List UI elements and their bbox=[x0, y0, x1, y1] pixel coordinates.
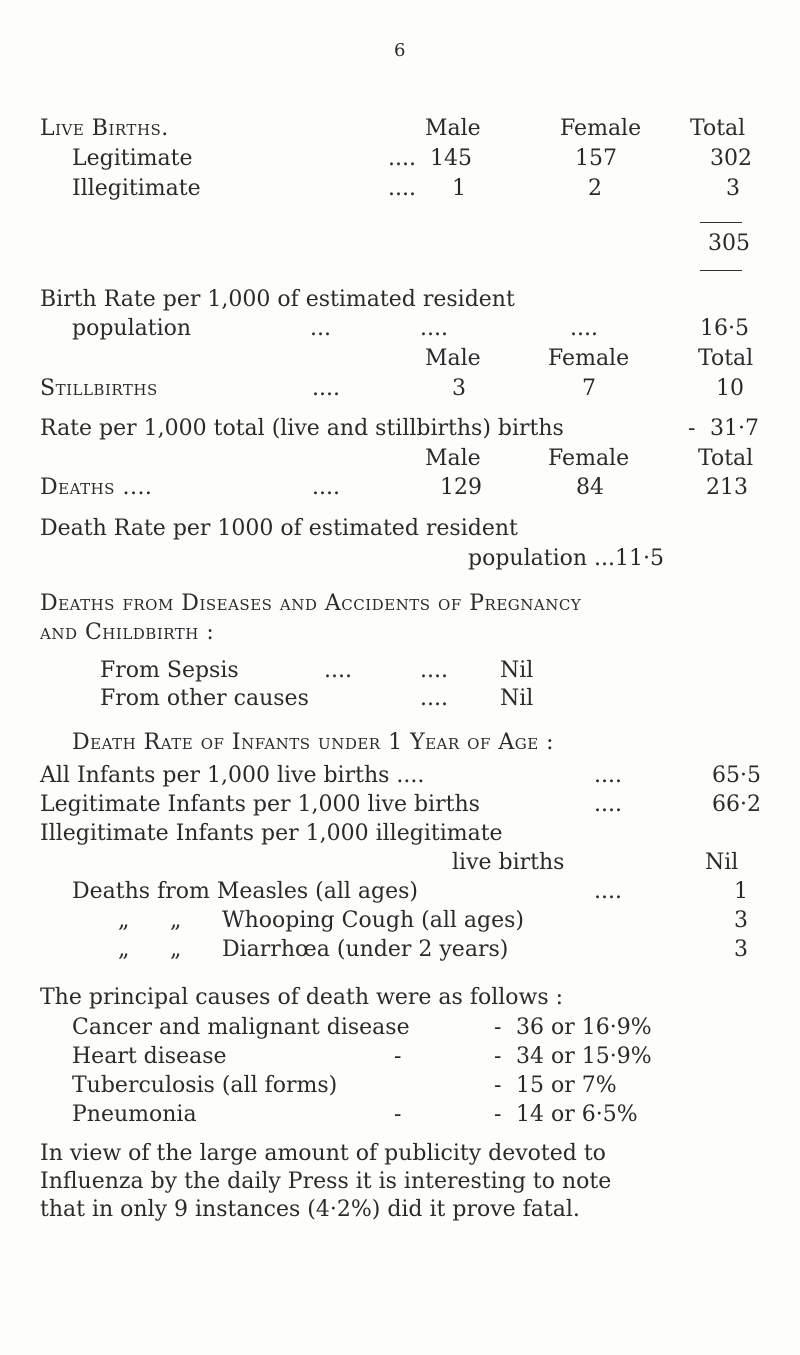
live-births-col-male: Male bbox=[425, 116, 481, 141]
pneumonia-dash: - bbox=[494, 1102, 502, 1127]
influenza-line3: that in only 9 instances (4·2%) did it prove fatal. bbox=[40, 1197, 580, 1222]
cancer-dash: - bbox=[494, 1015, 502, 1040]
live-births-heading: Live Births. bbox=[40, 116, 169, 141]
stillbirth-rate-dash: - bbox=[688, 416, 696, 441]
birth-rate-dots2: .... bbox=[420, 316, 448, 341]
deaths-male: 129 bbox=[440, 475, 482, 500]
other-causes-label: From other causes bbox=[100, 686, 309, 711]
live-births-grand-total: 305 bbox=[708, 231, 750, 256]
page-number: 6 bbox=[394, 40, 406, 61]
deaths-total: 213 bbox=[706, 475, 748, 500]
legit-infants-dots: .... bbox=[594, 792, 622, 817]
deaths-col-female: Female bbox=[548, 446, 630, 471]
deaths-dots: .... bbox=[312, 475, 340, 500]
birth-rate-dots1: ... bbox=[310, 316, 331, 341]
all-infants-dots: .... bbox=[594, 763, 622, 788]
infants-heading: Death Rate of Infants under 1 Year of Age : bbox=[72, 730, 555, 755]
birth-rate-value: 16·5 bbox=[700, 316, 749, 341]
all-infants-value: 65·5 bbox=[712, 763, 761, 788]
sepsis-value: Nil bbox=[500, 658, 534, 683]
stillbirths-dots: .... bbox=[312, 376, 340, 401]
influenza-line2: Influenza by the daily Press it is interesting to note bbox=[40, 1169, 612, 1194]
heart-dash1: - bbox=[394, 1044, 402, 1069]
legitimate-label: Legitimate bbox=[72, 146, 193, 171]
pregnancy-heading-line2: and Childbirth : bbox=[40, 620, 215, 645]
legitimate-dots: .... bbox=[388, 146, 416, 171]
stillbirths-col-male: Male bbox=[425, 346, 481, 371]
diarrhoea-value: 3 bbox=[734, 937, 748, 962]
stillbirths-col-female: Female bbox=[548, 346, 630, 371]
diarrhoea-ditto1: „ bbox=[118, 937, 130, 962]
sepsis-label: From Sepsis bbox=[100, 658, 239, 683]
birth-rate-dots3: .... bbox=[570, 316, 598, 341]
legitimate-male: 145 bbox=[430, 146, 472, 171]
sepsis-dots2: .... bbox=[420, 658, 448, 683]
live-births-col-female: Female bbox=[560, 116, 642, 141]
cancer-value: 36 or 16·9% bbox=[516, 1015, 652, 1040]
whooping-label: Whooping Cough (all ages) bbox=[222, 908, 524, 933]
birth-rate-line1: Birth Rate per 1,000 of estimated resident bbox=[40, 287, 515, 312]
legitimate-total: 302 bbox=[710, 146, 752, 171]
death-rate-line1: Death Rate per 1000 of estimated resident bbox=[40, 516, 518, 541]
death-rate-line2: population ...11·5 bbox=[468, 546, 664, 571]
pneumonia-label: Pneumonia bbox=[72, 1102, 197, 1127]
sepsis-dots1: .... bbox=[324, 658, 352, 683]
deaths-heading: Deaths .... bbox=[40, 475, 153, 500]
illegit-infants-label2: live births bbox=[452, 850, 565, 875]
stillbirth-rate-value: 31·7 bbox=[710, 416, 759, 441]
deaths-col-male: Male bbox=[425, 446, 481, 471]
legit-infants-value: 66·2 bbox=[712, 792, 761, 817]
stillbirths-col-total: Total bbox=[698, 346, 754, 371]
illegitimate-female: 2 bbox=[588, 176, 602, 201]
legit-infants-label: Legitimate Infants per 1,000 live births bbox=[40, 792, 480, 817]
illegit-infants-label: Illegitimate Infants per 1,000 illegitimate bbox=[40, 821, 503, 846]
illegitimate-label: Illegitimate bbox=[72, 176, 201, 201]
total-rule-bottom bbox=[700, 270, 742, 271]
stillbirths-female: 7 bbox=[582, 376, 596, 401]
illegitimate-dots: .... bbox=[388, 176, 416, 201]
birth-rate-line2: population bbox=[72, 316, 192, 341]
causes-intro: The principal causes of death were as follows : bbox=[40, 985, 564, 1010]
whooping-ditto2: „ bbox=[170, 908, 182, 933]
tb-dash: - bbox=[494, 1073, 502, 1098]
diarrhoea-label: Diarrhœa (under 2 years) bbox=[222, 937, 509, 962]
heart-value: 34 or 15·9% bbox=[516, 1044, 652, 1069]
illegitimate-male: 1 bbox=[452, 176, 466, 201]
other-causes-dots: .... bbox=[420, 686, 448, 711]
whooping-ditto1: „ bbox=[118, 908, 130, 933]
measles-label: Deaths from Measles (all ages) bbox=[72, 879, 418, 904]
pneumonia-dash1: - bbox=[394, 1102, 402, 1127]
legitimate-female: 157 bbox=[575, 146, 617, 171]
live-births-col-total: Total bbox=[690, 116, 746, 141]
cancer-label: Cancer and malignant disease bbox=[72, 1015, 410, 1040]
influenza-line1: In view of the large amount of publicity devoted to bbox=[40, 1141, 606, 1166]
measles-value: 1 bbox=[734, 879, 748, 904]
pneumonia-value: 14 or 6·5% bbox=[516, 1102, 638, 1127]
stillbirths-male: 3 bbox=[452, 376, 466, 401]
tb-value: 15 or 7% bbox=[516, 1073, 617, 1098]
stillbirths-total: 10 bbox=[716, 376, 744, 401]
diarrhoea-ditto2: „ bbox=[170, 937, 182, 962]
all-infants-label: All Infants per 1,000 live births .... bbox=[40, 763, 425, 788]
illegit-infants-value: Nil bbox=[705, 850, 739, 875]
heart-dash: - bbox=[494, 1044, 502, 1069]
other-causes-value: Nil bbox=[500, 686, 534, 711]
tb-label: Tuberculosis (all forms) bbox=[72, 1073, 338, 1098]
stillbirths-heading: Stillbirths bbox=[40, 376, 158, 401]
measles-dots: .... bbox=[594, 879, 622, 904]
deaths-col-total: Total bbox=[698, 446, 754, 471]
heart-label: Heart disease bbox=[72, 1044, 227, 1069]
illegitimate-total: 3 bbox=[726, 176, 740, 201]
pregnancy-heading-line1: Deaths from Diseases and Accidents of Pregnancy bbox=[40, 591, 582, 616]
stillbirth-rate-label: Rate per 1,000 total (live and stillbirths) births bbox=[40, 416, 564, 441]
deaths-female: 84 bbox=[576, 475, 604, 500]
whooping-value: 3 bbox=[734, 908, 748, 933]
total-rule-top bbox=[700, 222, 742, 223]
